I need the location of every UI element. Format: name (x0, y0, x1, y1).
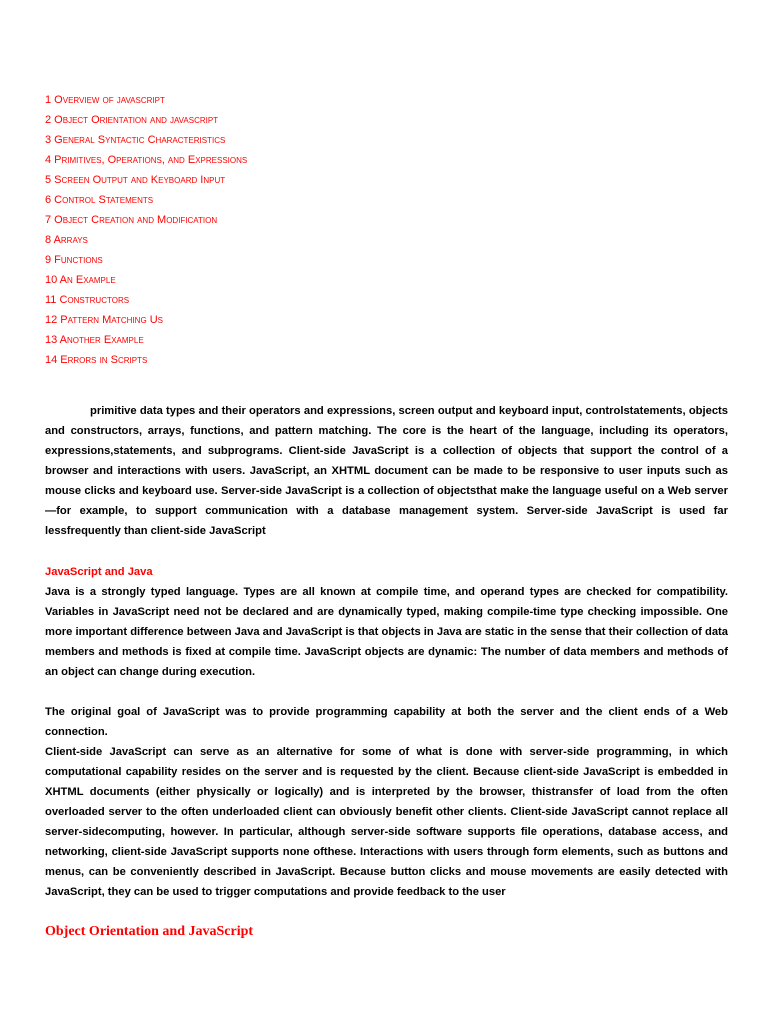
toc-link[interactable]: 7 Object Creation and Modification (45, 214, 218, 226)
toc-link[interactable]: 8 Arrays (45, 234, 88, 246)
toc-item[interactable] (45, 172, 247, 192)
toc-link[interactable]: 5 Screen Output and Keyboard Input (45, 174, 226, 186)
toc-item[interactable] (45, 352, 247, 372)
toc-item[interactable] (45, 192, 247, 212)
section-heading-javascript-and-java: JavaScript and Java (45, 566, 153, 578)
section-heading-object-orientation: Object Orientation and JavaScript (45, 924, 254, 939)
toc-link[interactable]: 10 An Example (45, 274, 116, 286)
toc-link[interactable]: 2 Object Orientation and javascript (45, 114, 219, 126)
toc-link[interactable]: 1 Overview of javascript (45, 94, 165, 106)
toc-link[interactable]: 12 Pattern Matching Us (45, 314, 163, 326)
toc-item[interactable] (45, 312, 247, 332)
toc-link[interactable]: 13 Another Example (45, 334, 144, 346)
toc-item[interactable] (45, 252, 247, 272)
original-goal-paragraph: The original goal of JavaScript was to provide programming capability at both the server and the client ends of a Web connection. (45, 706, 728, 738)
toc-item[interactable] (45, 152, 247, 172)
toc-item[interactable] (45, 332, 247, 352)
toc-item[interactable] (45, 92, 247, 112)
toc-item[interactable] (45, 212, 247, 232)
toc-link[interactable]: 3 General Syntactic Characteristics (45, 134, 226, 146)
toc-link[interactable]: 11 Constructors (45, 294, 130, 306)
toc-item[interactable] (45, 232, 247, 252)
toc-link[interactable]: 6 Control Statements (45, 194, 154, 206)
table-of-contents (45, 92, 247, 372)
toc-item[interactable] (45, 292, 247, 312)
toc-item[interactable] (45, 272, 247, 292)
toc-link[interactable]: 9 Functions (45, 254, 103, 266)
toc-item[interactable] (45, 112, 247, 132)
javascript-and-java-paragraph: Java is a strongly typed language. Types are all known at compile time, and operand types are checked for compatibility. Variables in JavaScript need not be declared and are dynamically typed, making compile-time type checking impossible. One more important difference between Java and JavaScript is that objects in Java are static in the sense that their collection of data members and methods is fixed at compile time. JavaScript objects are dynamic: The number of data members and methods of an object can change during execution. (45, 586, 728, 678)
intro-paragraph: primitive data types and their operators and expressions, screen output and keyboard input, controlstatements, objects and constructors, arrays, functions, and pattern matching. The core is the heart of the language, including its operators, expressions,statements, and subprograms. Client-side JavaScript is a collection of objects that support the control of a browser and interactions with users. JavaScript, an XHTML document can be made to be responsive to user inputs such as mouse clicks and keyboard use. Server-side JavaScript is a collection of objectsthat make the language useful on a Web server—for example, to support communication with a database management system. Server-side JavaScript is used far lessfrequently than client-side JavaScript (45, 405, 728, 537)
toc-link[interactable]: 4 Primitives, Operations, and Expressions (45, 154, 248, 166)
client-side-paragraph: Client-side JavaScript can serve as an alternative for some of what is done with server-side programming, in which computational capability resides on the server and is requested by the client. Because client-side JavaScript is embedded in XHTML documents (either physically or logically) and is interpreted by the browser, thistransfer of load from the often overloaded server to the often underloaded client can obviously benefit other clients. Client-side JavaScript cannot replace all server-sidecomputing, however. In particular, although server-side software supports file operations, database access, and networking, client-side JavaScript supports none ofthese. Interactions with users through form elements, such as buttons and menus, can be conveniently described in JavaScript. Because button clicks and mouse movements are easily detected with JavaScript, they can be used to trigger computations and provide feedback to the user (45, 746, 728, 898)
toc-item[interactable] (45, 132, 247, 152)
toc-link[interactable]: 14 Errors in Scripts (45, 354, 148, 366)
